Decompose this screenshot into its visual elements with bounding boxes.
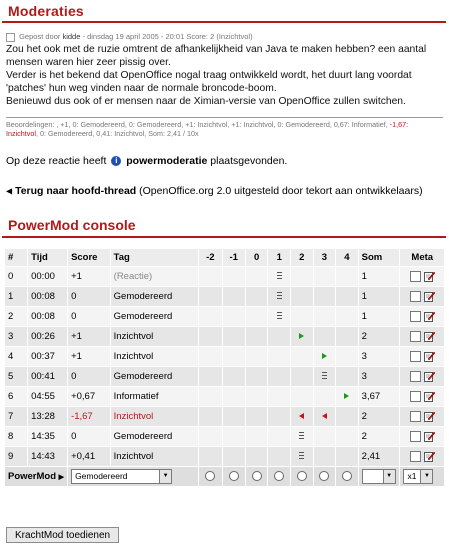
select-checkbox[interactable]: [410, 371, 421, 382]
score-cell: [245, 426, 268, 446]
row-sum: 3,67: [358, 386, 400, 406]
score-cell: [222, 346, 245, 366]
score-cell: [245, 406, 268, 426]
score-cell: [336, 346, 359, 366]
back-navigation: ◀ Terug naar hoofd-thread (OpenOffice.org 2.0 uitgesteld door tekort aan ontwikkelaars): [6, 184, 423, 197]
score-cell: [291, 286, 314, 306]
multiplier-select[interactable]: x1 ▼: [403, 469, 433, 484]
divider: [6, 117, 443, 118]
col-header: Meta: [400, 248, 445, 266]
post-icon: [6, 33, 15, 42]
select-checkbox[interactable]: [410, 331, 421, 342]
tag-select-cell: [68, 466, 199, 486]
score-cell: [313, 406, 336, 426]
score-cell: [313, 306, 336, 326]
row-meta: [400, 286, 445, 306]
row-number: 7: [5, 406, 28, 426]
down-arrow-icon: [322, 413, 327, 419]
select-checkbox[interactable]: [410, 451, 421, 462]
row-time: 13:28: [28, 406, 68, 426]
row-sum: 2: [358, 326, 400, 346]
score-cell: [245, 286, 268, 306]
chevron-down-icon: ▼: [420, 470, 432, 483]
score-cell: [291, 306, 314, 326]
row-meta: [400, 446, 445, 466]
score-cell: [245, 346, 268, 366]
score-cell: [245, 266, 268, 286]
table-row: [5, 406, 445, 426]
col-header: Tijd: [28, 248, 68, 266]
neutral-mark-icon: [299, 432, 304, 439]
row-time: 14:35: [28, 426, 68, 446]
edit-icon[interactable]: [424, 331, 435, 342]
row-score: +1: [68, 326, 111, 346]
col-header: Score: [68, 248, 111, 266]
score-cell: [313, 426, 336, 446]
col-header: 4: [336, 248, 359, 266]
table-row: [5, 446, 445, 466]
score-cell: [291, 346, 314, 366]
edit-icon[interactable]: [424, 371, 435, 382]
table-header: [5, 248, 445, 266]
row-tag: Gemodereerd: [110, 366, 199, 386]
col-header: 3: [313, 248, 336, 266]
score-cell: [245, 386, 268, 406]
powermod-label: PowerMod ▶: [5, 466, 68, 486]
row-score: +1: [68, 346, 111, 366]
select-checkbox[interactable]: [410, 271, 421, 282]
col-header: -1: [222, 248, 245, 266]
score-cell: [268, 446, 291, 466]
col-header: #: [5, 248, 28, 266]
edit-icon[interactable]: [424, 451, 435, 462]
row-score: +0,41: [68, 446, 111, 466]
row-tag: Inzichtvol: [110, 446, 199, 466]
row-meta: [400, 306, 445, 326]
control-row: [5, 466, 445, 486]
moderation-detail: Beoordelingen: , +1, 0: Gemodereerd, 0: Gemodereerd, +1: Inzichtvol, +1: Inzichtvol, 0: Gemodereerd, 0,67: Informatief, -1,67: Inzichtvol, 0: Gemodereerd, 0,41: Inzichtvol, Som: 2,41 / 10x: [6, 119, 409, 139]
score-cell: [199, 346, 222, 366]
down-arrow-icon: [299, 413, 304, 419]
neutral-mark-icon: [277, 272, 282, 279]
neutral-mark-icon: [322, 372, 327, 379]
score-cell: [268, 266, 291, 286]
score-cell: [268, 386, 291, 406]
radio-minus-2[interactable]: [205, 471, 215, 481]
row-number: 8: [5, 426, 28, 446]
powermoderatie-link[interactable]: powermoderatie: [126, 154, 208, 167]
row-meta: [400, 386, 445, 406]
row-score: +1: [68, 266, 111, 286]
row-sum: 2,41: [358, 446, 400, 466]
score-cell: [291, 406, 314, 426]
score-cell: [336, 426, 359, 446]
row-tag: Inzichtvol: [110, 326, 199, 346]
row-time: 00:41: [28, 366, 68, 386]
score-cell: [268, 366, 291, 386]
score-cell: [291, 426, 314, 446]
select-checkbox[interactable]: [410, 391, 421, 402]
post-meta: Gepost door kidde - dinsdag 19 april 2005 - 20:01 Score: 2 (Inzichtvol): [6, 32, 443, 42]
score-cell: [222, 306, 245, 326]
row-time: 00:00: [28, 266, 68, 286]
author-link[interactable]: kidde: [62, 32, 81, 41]
row-score: 0: [68, 426, 111, 446]
score-cell: [222, 426, 245, 446]
score-cell: [268, 326, 291, 346]
row-time: 04:55: [28, 386, 68, 406]
row-number: 3: [5, 326, 28, 346]
col-header: -2: [199, 248, 222, 266]
table-row: [5, 386, 445, 406]
score-cell: [222, 386, 245, 406]
select-checkbox[interactable]: [410, 431, 421, 442]
powermod-table: [4, 248, 445, 487]
table-row: [5, 426, 445, 446]
score-cell: [336, 446, 359, 466]
row-sum: 1: [358, 286, 400, 306]
row-meta: [400, 326, 445, 346]
col-header: Som: [358, 248, 400, 266]
score-cell: [268, 306, 291, 326]
chevron-down-icon: ▼: [159, 470, 171, 483]
row-sum: 3: [358, 366, 400, 386]
up-arrow-icon: [344, 393, 349, 399]
radio-4[interactable]: [342, 471, 352, 481]
col-header: 2: [291, 248, 314, 266]
radio-0[interactable]: [252, 471, 262, 481]
score-cell: [313, 286, 336, 306]
back-to-thread-link[interactable]: Terug naar hoofd-thread: [15, 184, 137, 197]
score-cell: [268, 406, 291, 426]
radio-minus-1[interactable]: [229, 471, 239, 481]
row-number: 9: [5, 446, 28, 466]
neutral-mark-icon: [277, 292, 282, 299]
console-title: PowerMod console: [2, 214, 446, 238]
radio-3[interactable]: [319, 471, 329, 481]
score-cell: [199, 326, 222, 346]
score-cell: [313, 346, 336, 366]
row-tag: Inzichtvol: [110, 406, 199, 426]
comment-body: [6, 43, 443, 108]
tag-select[interactable]: Gemodereerd ▼: [71, 469, 172, 484]
table-row: [5, 366, 445, 386]
table-row: [5, 306, 445, 326]
row-meta: [400, 426, 445, 446]
row-score: 0: [68, 366, 111, 386]
edit-icon[interactable]: [424, 351, 435, 362]
score-cell: [199, 406, 222, 426]
edit-icon[interactable]: [424, 271, 435, 282]
up-arrow-icon: [322, 353, 327, 359]
row-number: 2: [5, 306, 28, 326]
row-score: +0,67: [68, 386, 111, 406]
score-cell: [291, 326, 314, 346]
edit-icon[interactable]: [424, 291, 435, 302]
score-cell: [268, 346, 291, 366]
row-score: 0: [68, 286, 111, 306]
score-cell: [245, 306, 268, 326]
row-meta: [400, 406, 445, 426]
comment-paragraph: Verder is het bekend dat OpenOffice nogal traag ontwikkeld wordt, het duurt lang voordat 'patches' hun weg vinden naar de normale broncode-boom.: [6, 69, 412, 94]
score-cell: [336, 286, 359, 306]
row-time: 00:08: [28, 286, 68, 306]
comment-paragraph: Zou het ook met de ruzie omtrent de afhankelijkheid van Java te maken hebben? een aantal mensen waren hier zeer pissig over.: [6, 43, 427, 68]
row-sum: 2: [358, 426, 400, 446]
score-cell: [222, 406, 245, 426]
row-time: 00:37: [28, 346, 68, 366]
moderation-sentence: Op deze reactie heeft i powermoderatie plaatsgevonden.: [6, 154, 288, 167]
row-meta: [400, 266, 445, 286]
score-cell: [313, 446, 336, 466]
row-tag: Inzichtvol: [110, 346, 199, 366]
edit-icon[interactable]: [424, 391, 435, 402]
score-cell: [336, 326, 359, 346]
row-tag: Gemodereerd: [110, 286, 199, 306]
score-cell: [199, 386, 222, 406]
score-cell: [222, 286, 245, 306]
score-cell: [336, 366, 359, 386]
row-number: 0: [5, 266, 28, 286]
score-cell: [245, 446, 268, 466]
score-cell: [245, 366, 268, 386]
score-cell: [199, 286, 222, 306]
table-row: [5, 286, 445, 306]
score-cell: [291, 366, 314, 386]
score-cell: [199, 426, 222, 446]
row-time: 00:08: [28, 306, 68, 326]
score-cell: [336, 406, 359, 426]
table-row: [5, 346, 445, 366]
score-cell: [222, 446, 245, 466]
score-cell: [291, 446, 314, 466]
row-tag: Informatief: [110, 386, 199, 406]
row-number: 4: [5, 346, 28, 366]
score-cell: [199, 306, 222, 326]
score-cell: [336, 306, 359, 326]
krachtmod-submit-button[interactable]: KrachtMod toedienen: [6, 527, 119, 543]
row-sum: 1: [358, 306, 400, 326]
row-sum: 1: [358, 266, 400, 286]
select-checkbox[interactable]: [410, 411, 421, 422]
row-number: 5: [5, 366, 28, 386]
score-cell: [313, 326, 336, 346]
row-tag: (Reactie): [110, 266, 199, 286]
score-cell: [199, 446, 222, 466]
row-time: 14:43: [28, 446, 68, 466]
score-cell: [313, 386, 336, 406]
row-number: 6: [5, 386, 28, 406]
score-cell: [336, 386, 359, 406]
row-score: 0: [68, 306, 111, 326]
row-tag: Gemodereerd: [110, 426, 199, 446]
radio-1[interactable]: [274, 471, 284, 481]
table-row: [5, 266, 445, 286]
col-header: 1: [268, 248, 291, 266]
row-time: 00:26: [28, 326, 68, 346]
back-arrow-icon: ◀: [6, 186, 13, 196]
info-icon[interactable]: i: [111, 156, 121, 166]
score-cell: [291, 386, 314, 406]
score-cell: [222, 266, 245, 286]
edit-icon[interactable]: [424, 311, 435, 322]
select-checkbox[interactable]: [410, 351, 421, 362]
score-cell: [199, 366, 222, 386]
row-meta: [400, 366, 445, 386]
score-cell: [313, 366, 336, 386]
score-cell: [222, 366, 245, 386]
som-select[interactable]: [362, 469, 396, 484]
neutral-mark-icon: [277, 312, 282, 319]
score-cell: [222, 326, 245, 346]
chevron-down-icon: ▼: [383, 470, 395, 483]
score-cell: [336, 266, 359, 286]
select-checkbox[interactable]: [410, 311, 421, 322]
radio-2[interactable]: [297, 471, 307, 481]
row-score: -1,67: [68, 406, 111, 426]
row-sum: 2: [358, 406, 400, 426]
score-cell: [199, 266, 222, 286]
row-number: 1: [5, 286, 28, 306]
edit-icon[interactable]: [424, 431, 435, 442]
score-cell: [313, 266, 336, 286]
col-header: Tag: [110, 248, 199, 266]
col-header: 0: [245, 248, 268, 266]
comment-paragraph: Benieuwd dus ook of er mensen naar de Ximian-versie van OpenOffice zullen switchen.: [6, 95, 406, 107]
row-sum: 3: [358, 346, 400, 366]
score-cell: [291, 266, 314, 286]
score-cell: [268, 426, 291, 446]
up-arrow-icon: [299, 333, 304, 339]
select-checkbox[interactable]: [410, 291, 421, 302]
score-cell: [245, 326, 268, 346]
row-meta: [400, 346, 445, 366]
score-cell: [268, 286, 291, 306]
table-row: [5, 326, 445, 346]
row-tag: Gemodereerd: [110, 306, 199, 326]
page-title: Moderaties: [2, 0, 446, 23]
arrow-right-icon: ▶: [58, 473, 65, 481]
neutral-mark-icon: [299, 452, 304, 459]
edit-icon[interactable]: [424, 411, 435, 422]
